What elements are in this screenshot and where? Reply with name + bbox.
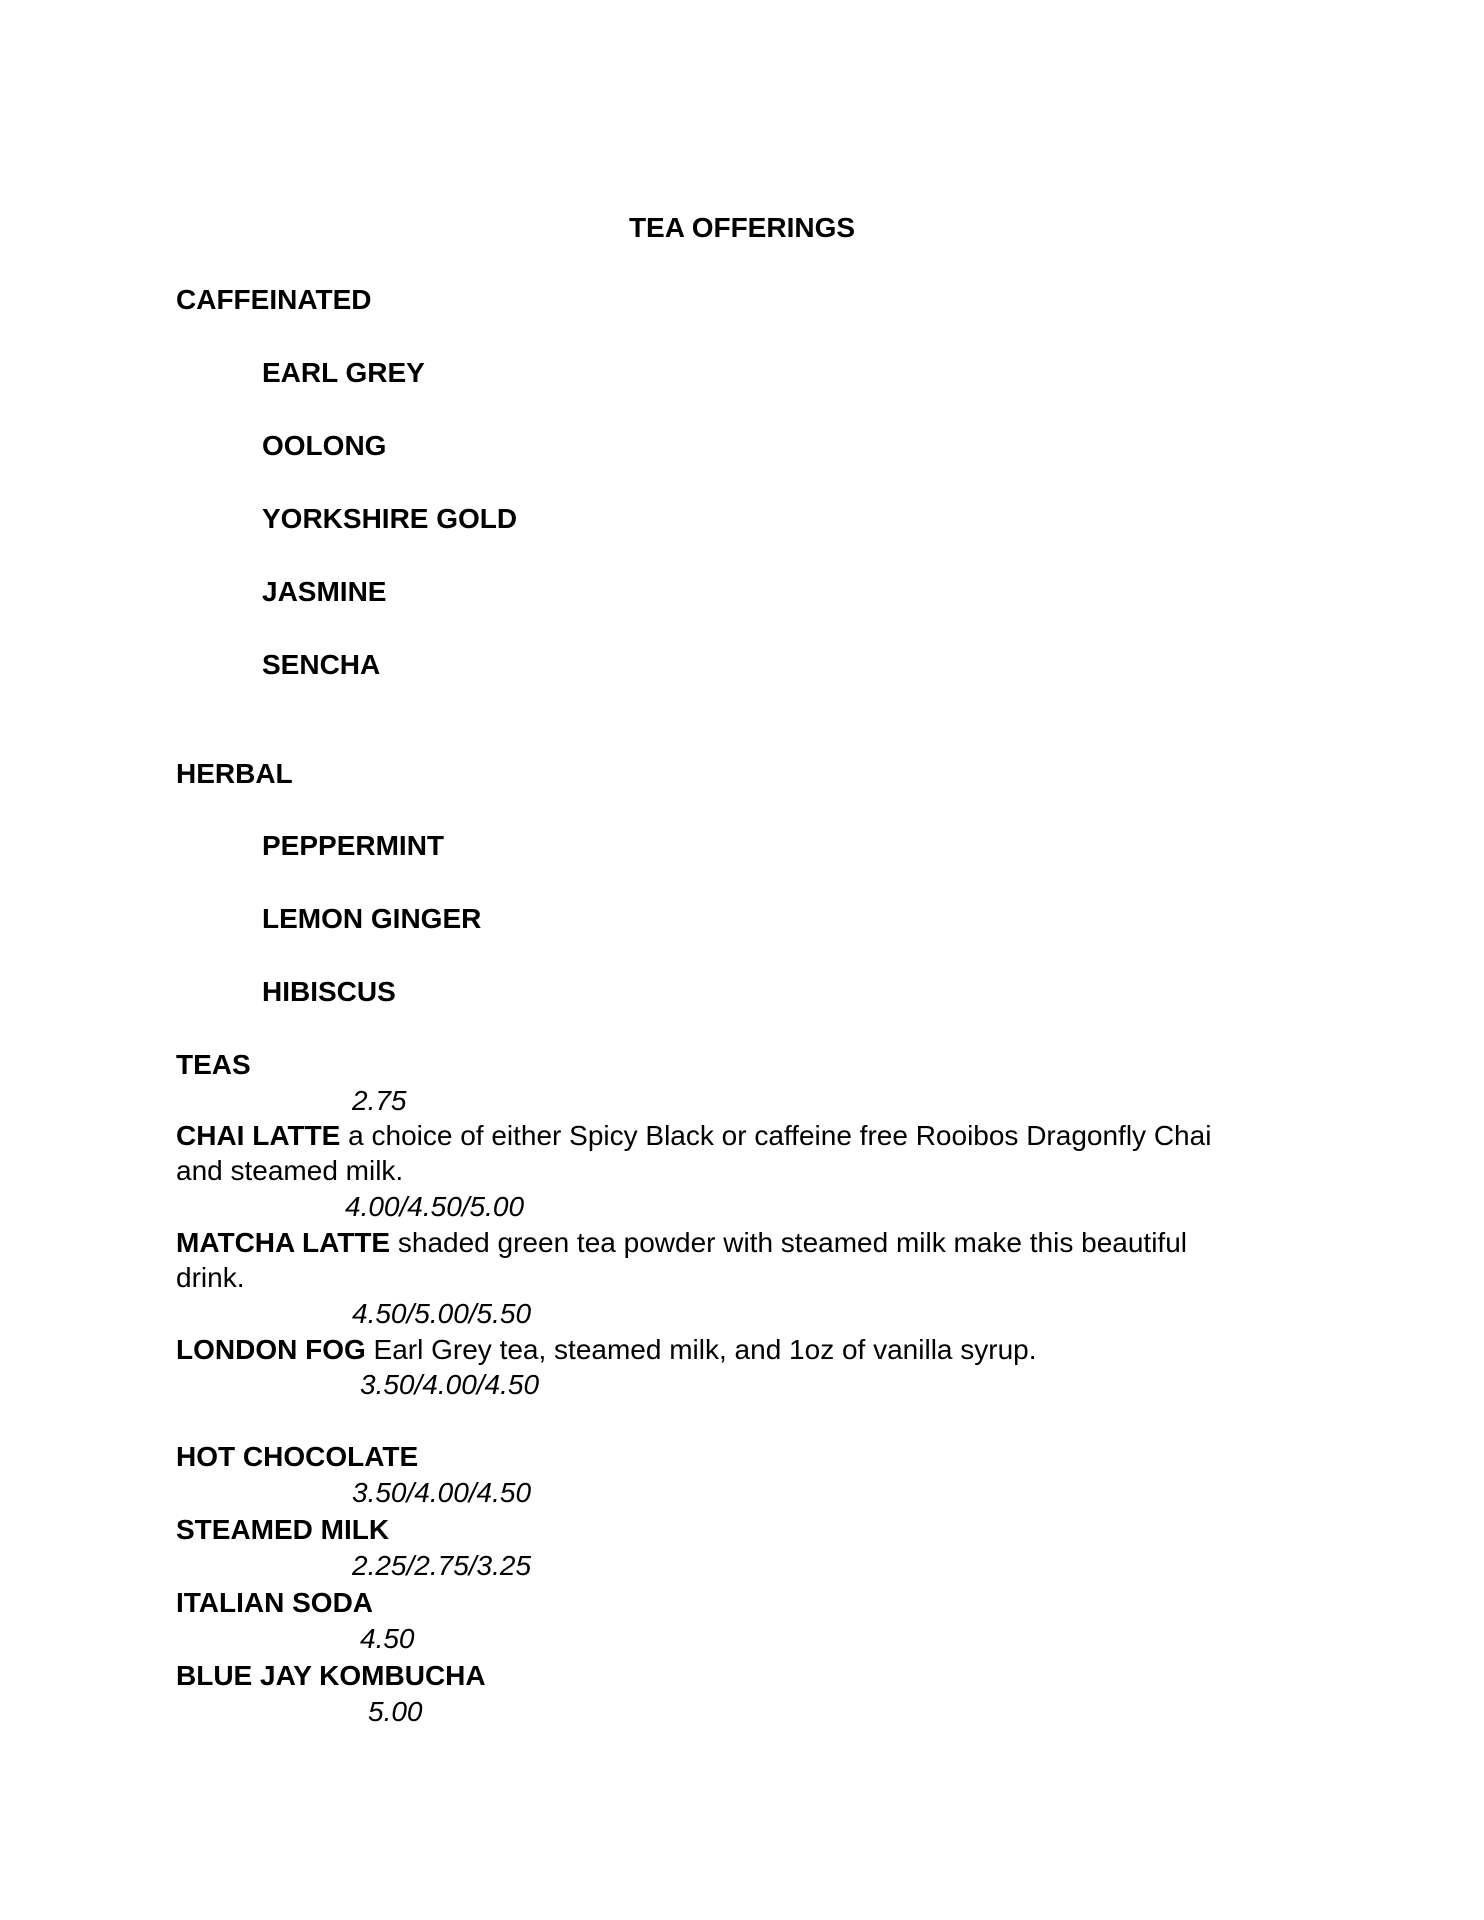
page-title: TEA OFFERINGS bbox=[628, 212, 856, 243]
steamed-milk-name: STEAMED MILK bbox=[176, 1514, 390, 1545]
teas-price: 2.75 bbox=[352, 1085, 407, 1116]
hot-chocolate-name: HOT CHOCOLATE bbox=[176, 1441, 419, 1472]
tea-item: YORKSHIRE GOLD bbox=[262, 503, 518, 534]
chai-latte-description-cont: and steamed milk. bbox=[176, 1155, 404, 1186]
italian-soda-price: 4.50 bbox=[360, 1623, 415, 1654]
tea-item: JASMINE bbox=[262, 576, 387, 607]
section-heading-caffeinated: CAFFEINATED bbox=[176, 284, 372, 315]
kombucha-price: 5.00 bbox=[368, 1696, 423, 1727]
tea-item: PEPPERMINT bbox=[262, 830, 445, 861]
matcha-latte-description-cont: drink. bbox=[176, 1262, 245, 1293]
london-fog-name: LONDON FOG bbox=[176, 1334, 366, 1365]
tea-item: OOLONG bbox=[262, 430, 387, 461]
hot-chocolate-price: 3.50/4.00/4.50 bbox=[352, 1477, 532, 1508]
chai-latte-price: 4.00/4.50/5.00 bbox=[345, 1191, 525, 1222]
steamed-milk-price: 2.25/2.75/3.25 bbox=[352, 1550, 532, 1581]
tea-item: HIBISCUS bbox=[262, 976, 396, 1007]
chai-latte-description: a choice of either Spicy Black or caffeine free Rooibos Dragonfly Chai bbox=[340, 1120, 1212, 1151]
matcha-latte-line bbox=[176, 1227, 1187, 1259]
tea-item: SENCHA bbox=[262, 649, 381, 680]
chai-latte-line bbox=[176, 1120, 1211, 1152]
london-fog-description: Earl Grey tea, steamed milk, and 1oz of vanilla syrup. bbox=[365, 1334, 1037, 1365]
london-fog-price: 3.50/4.00/4.50 bbox=[360, 1369, 540, 1400]
kombucha-name: BLUE JAY KOMBUCHA bbox=[176, 1660, 486, 1691]
tea-item: LEMON GINGER bbox=[262, 903, 482, 934]
section-heading-teas: TEAS bbox=[176, 1049, 251, 1080]
italian-soda-name: ITALIAN SODA bbox=[176, 1587, 374, 1618]
matcha-latte-price: 4.50/5.00/5.50 bbox=[352, 1298, 532, 1329]
chai-latte-name: CHAI LATTE bbox=[176, 1120, 341, 1151]
tea-item: EARL GREY bbox=[262, 357, 425, 388]
matcha-latte-description: shaded green tea powder with steamed milk make this beautiful bbox=[390, 1227, 1187, 1258]
matcha-latte-name: MATCHA LATTE bbox=[176, 1227, 391, 1258]
section-heading-herbal: HERBAL bbox=[176, 758, 293, 789]
london-fog-line bbox=[176, 1334, 1037, 1366]
